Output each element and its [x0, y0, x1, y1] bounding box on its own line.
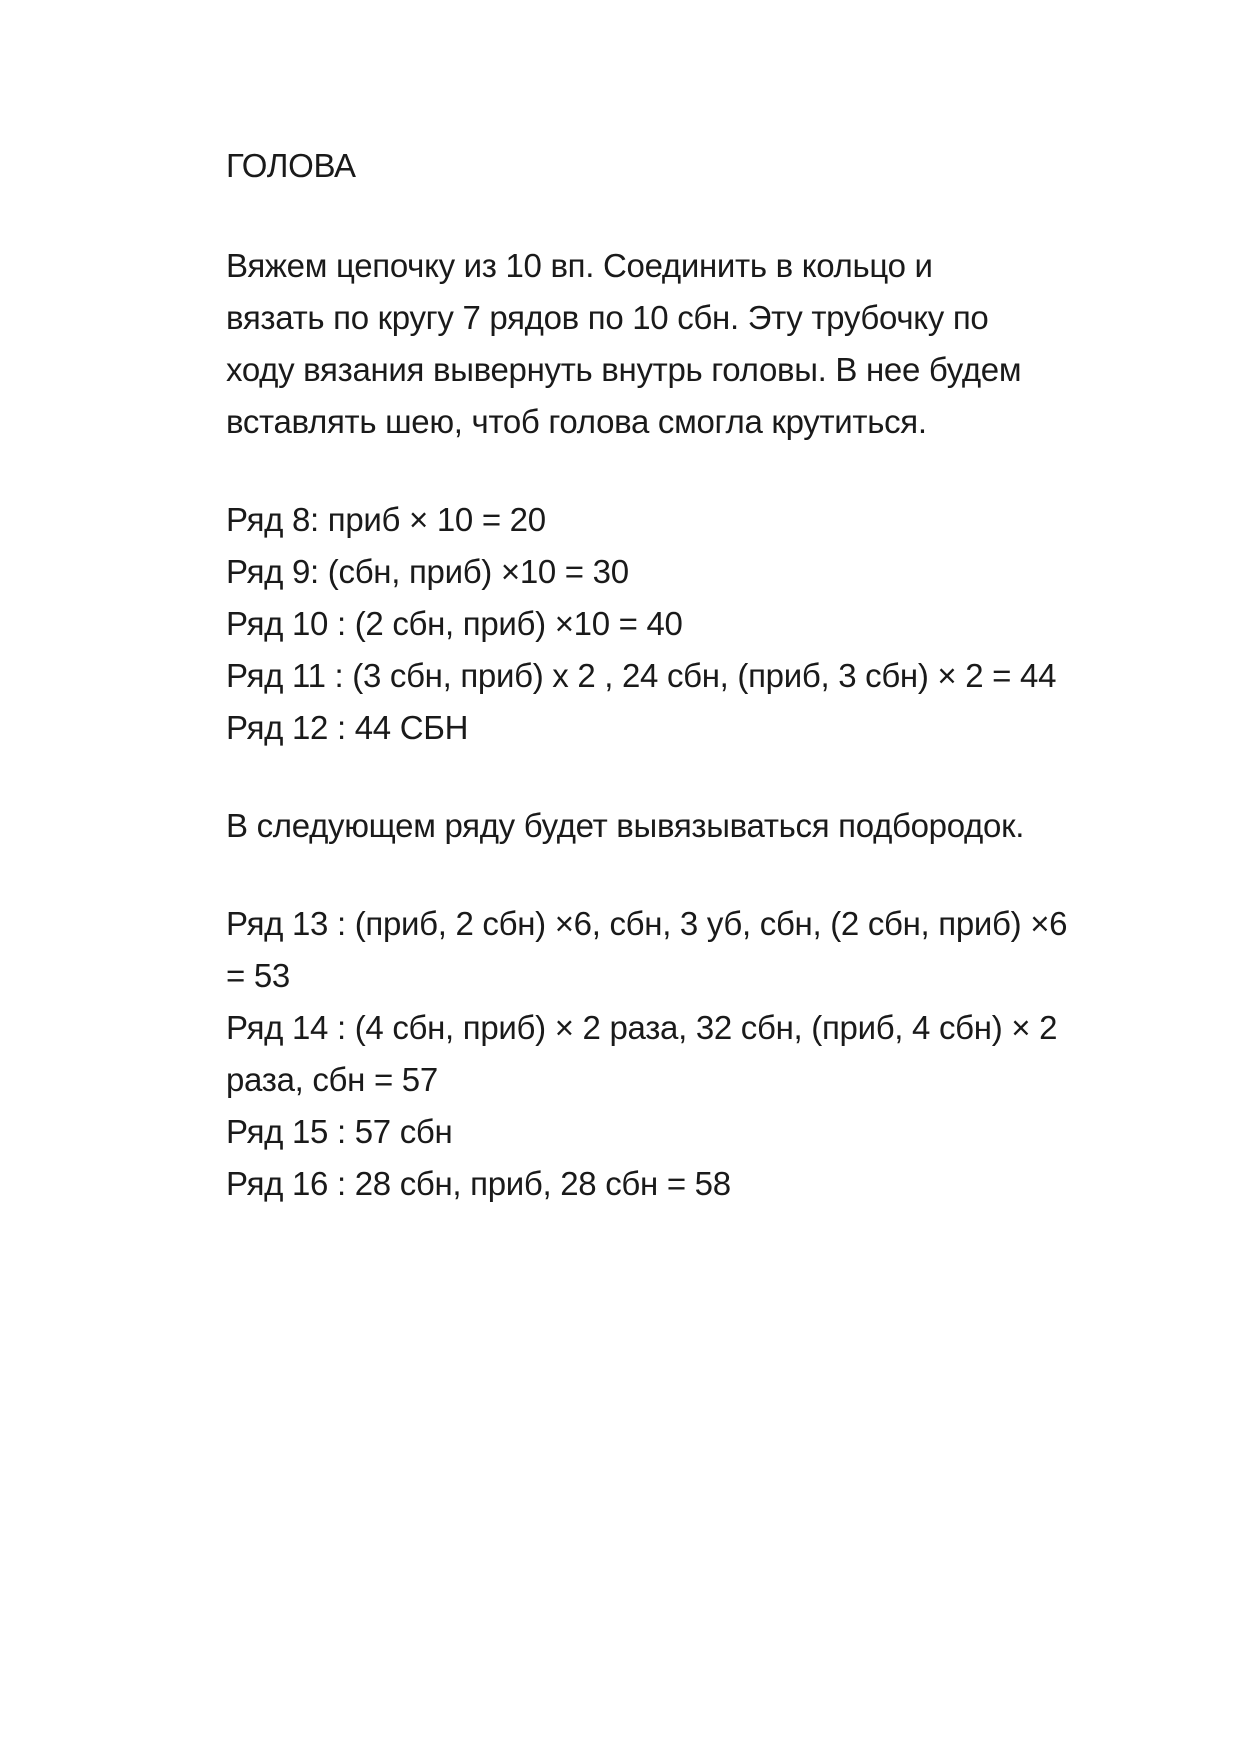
rows-list-2 [226, 898, 1126, 1210]
pattern-row: Ряд 10 : (2 сбн, приб) ×10 = 40 [226, 605, 683, 642]
rows-list-1 [226, 494, 1126, 754]
pattern-row-continuation: раза, сбн = 57 [226, 1061, 438, 1098]
pattern-row: Ряд 12 : 44 СБН [226, 709, 469, 746]
pattern-row: Ряд 11 : (3 сбн, приб) x 2 , 24 сбн, (приб, 3 сбн) × 2 = 44 [226, 657, 1057, 694]
pattern-row: Ряд 14 : (4 сбн, приб) × 2 раза, 32 сбн, (приб, 4 сбн) × 2 [226, 1009, 1058, 1046]
intro-line: ходу вязания вывернуть внутрь головы. В нее будем [226, 351, 1022, 388]
section-heading: ГОЛОВА [226, 147, 356, 184]
pattern-row: Ряд 13 : (приб, 2 сбн) ×6, сбн, 3 уб, сбн, (2 сбн, приб) ×6 [226, 905, 1068, 942]
intro-paragraph [226, 240, 1126, 448]
pattern-row: Ряд 8: приб × 10 = 20 [226, 501, 546, 538]
document-content [226, 140, 1126, 1256]
intro-line: вязать по кругу 7 рядов по 10 сбн. Эту трубочку по [226, 299, 989, 336]
pattern-row-continuation: = 53 [226, 957, 290, 994]
chin-note: В следующем ряду будет вывязываться подбородок. [226, 807, 1025, 844]
pattern-row: Ряд 15 : 57 сбн [226, 1113, 453, 1150]
intro-line: вставлять шею, чтоб голова смогла крутиться. [226, 403, 927, 440]
pattern-row: Ряд 9: (сбн, приб) ×10 = 30 [226, 553, 629, 590]
pattern-row: Ряд 16 : 28 сбн, приб, 28 сбн = 58 [226, 1165, 731, 1202]
intro-line: Вяжем цепочку из 10 вп. Соединить в кольцо и [226, 247, 933, 284]
